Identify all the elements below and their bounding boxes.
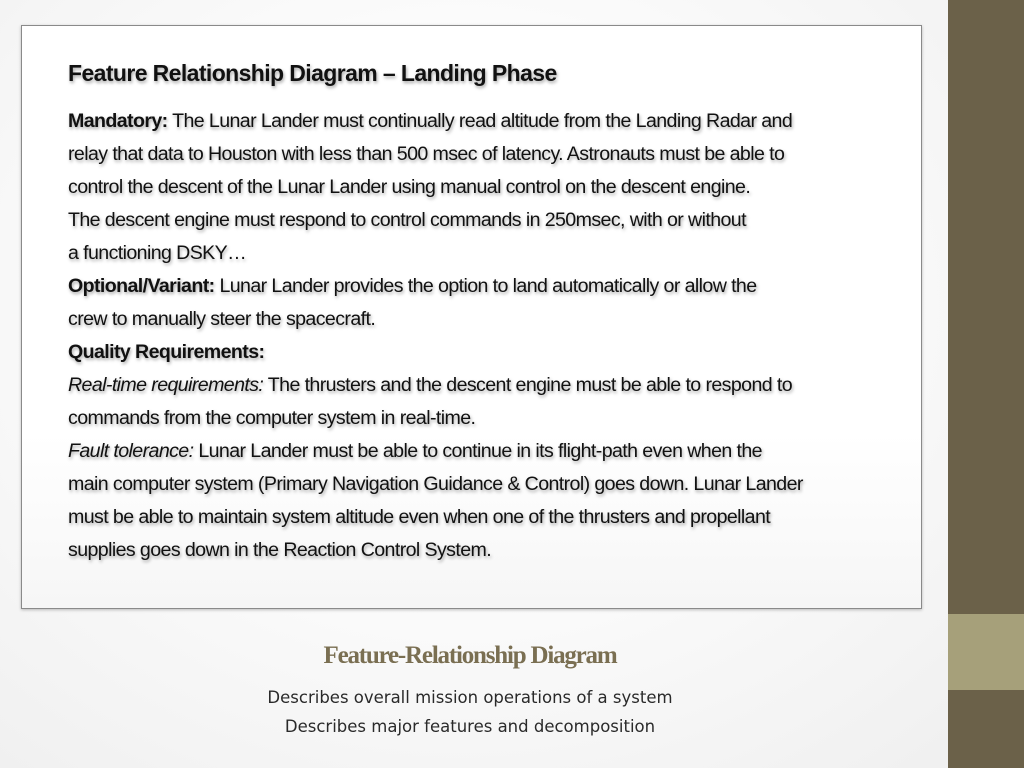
document-text [68,59,888,567]
document-image-frame [21,25,922,609]
fault-line-1 [68,435,888,468]
quality-requirements-heading: Quality Requirements: [68,341,265,363]
optional-text-1: Lunar Lander provides the option to land automatically or allow the [219,275,757,297]
optional-line-1 [68,270,888,303]
mandatory-line-1 [68,105,888,138]
mandatory-text-1: The Lunar Lander must continually read altitude from the Landing Radar and [172,110,793,132]
optional-line-2: crew to manually steer the spacecraft. [68,308,376,330]
mandatory-line-2: relay that data to Houston with less than 500 msec of latency. Astronauts must be able to [68,143,785,165]
mandatory-line-4: The descent engine must respond to control commands in 250msec, with or without [68,209,746,231]
mandatory-line-3: control the descent of the Lunar Lander using manual control on the descent engine. [68,176,751,198]
fault-line-3: must be able to maintain system altitude even when one of the thrusters and propellant [68,506,771,528]
sidebar-accent-block [948,614,1024,690]
fault-label: Fault tolerance: [68,440,194,462]
realtime-line-2: commands from the computer system in real-time. [68,407,476,429]
fault-line-4: supplies goes down in the Reaction Control System. [68,539,492,561]
mandatory-line-5: a functioning DSKY… [68,242,247,264]
optional-label: Optional/Variant: [68,275,215,297]
fault-text-1: Lunar Lander must be able to continue in its flight-path even when the [198,440,762,462]
slide-caption-line-1: Describes overall mission operations of a system [267,688,673,707]
slide-caption-line-2: Describes major features and decomposition [284,717,656,736]
realtime-text-1: The thrusters and the descent engine must be able to respond to [267,374,793,396]
mandatory-label: Mandatory: [68,110,168,132]
document-title: Feature Relationship Diagram – Landing Phase [68,60,557,86]
realtime-label: Real-time requirements: [68,374,264,396]
slide-caption-title: Feature-Relationship Diagram [323,642,617,669]
fault-line-2: main computer system (Primary Navigation Guidance & Control) goes down. Lunar Lander [68,473,803,495]
realtime-line-1 [68,369,888,402]
